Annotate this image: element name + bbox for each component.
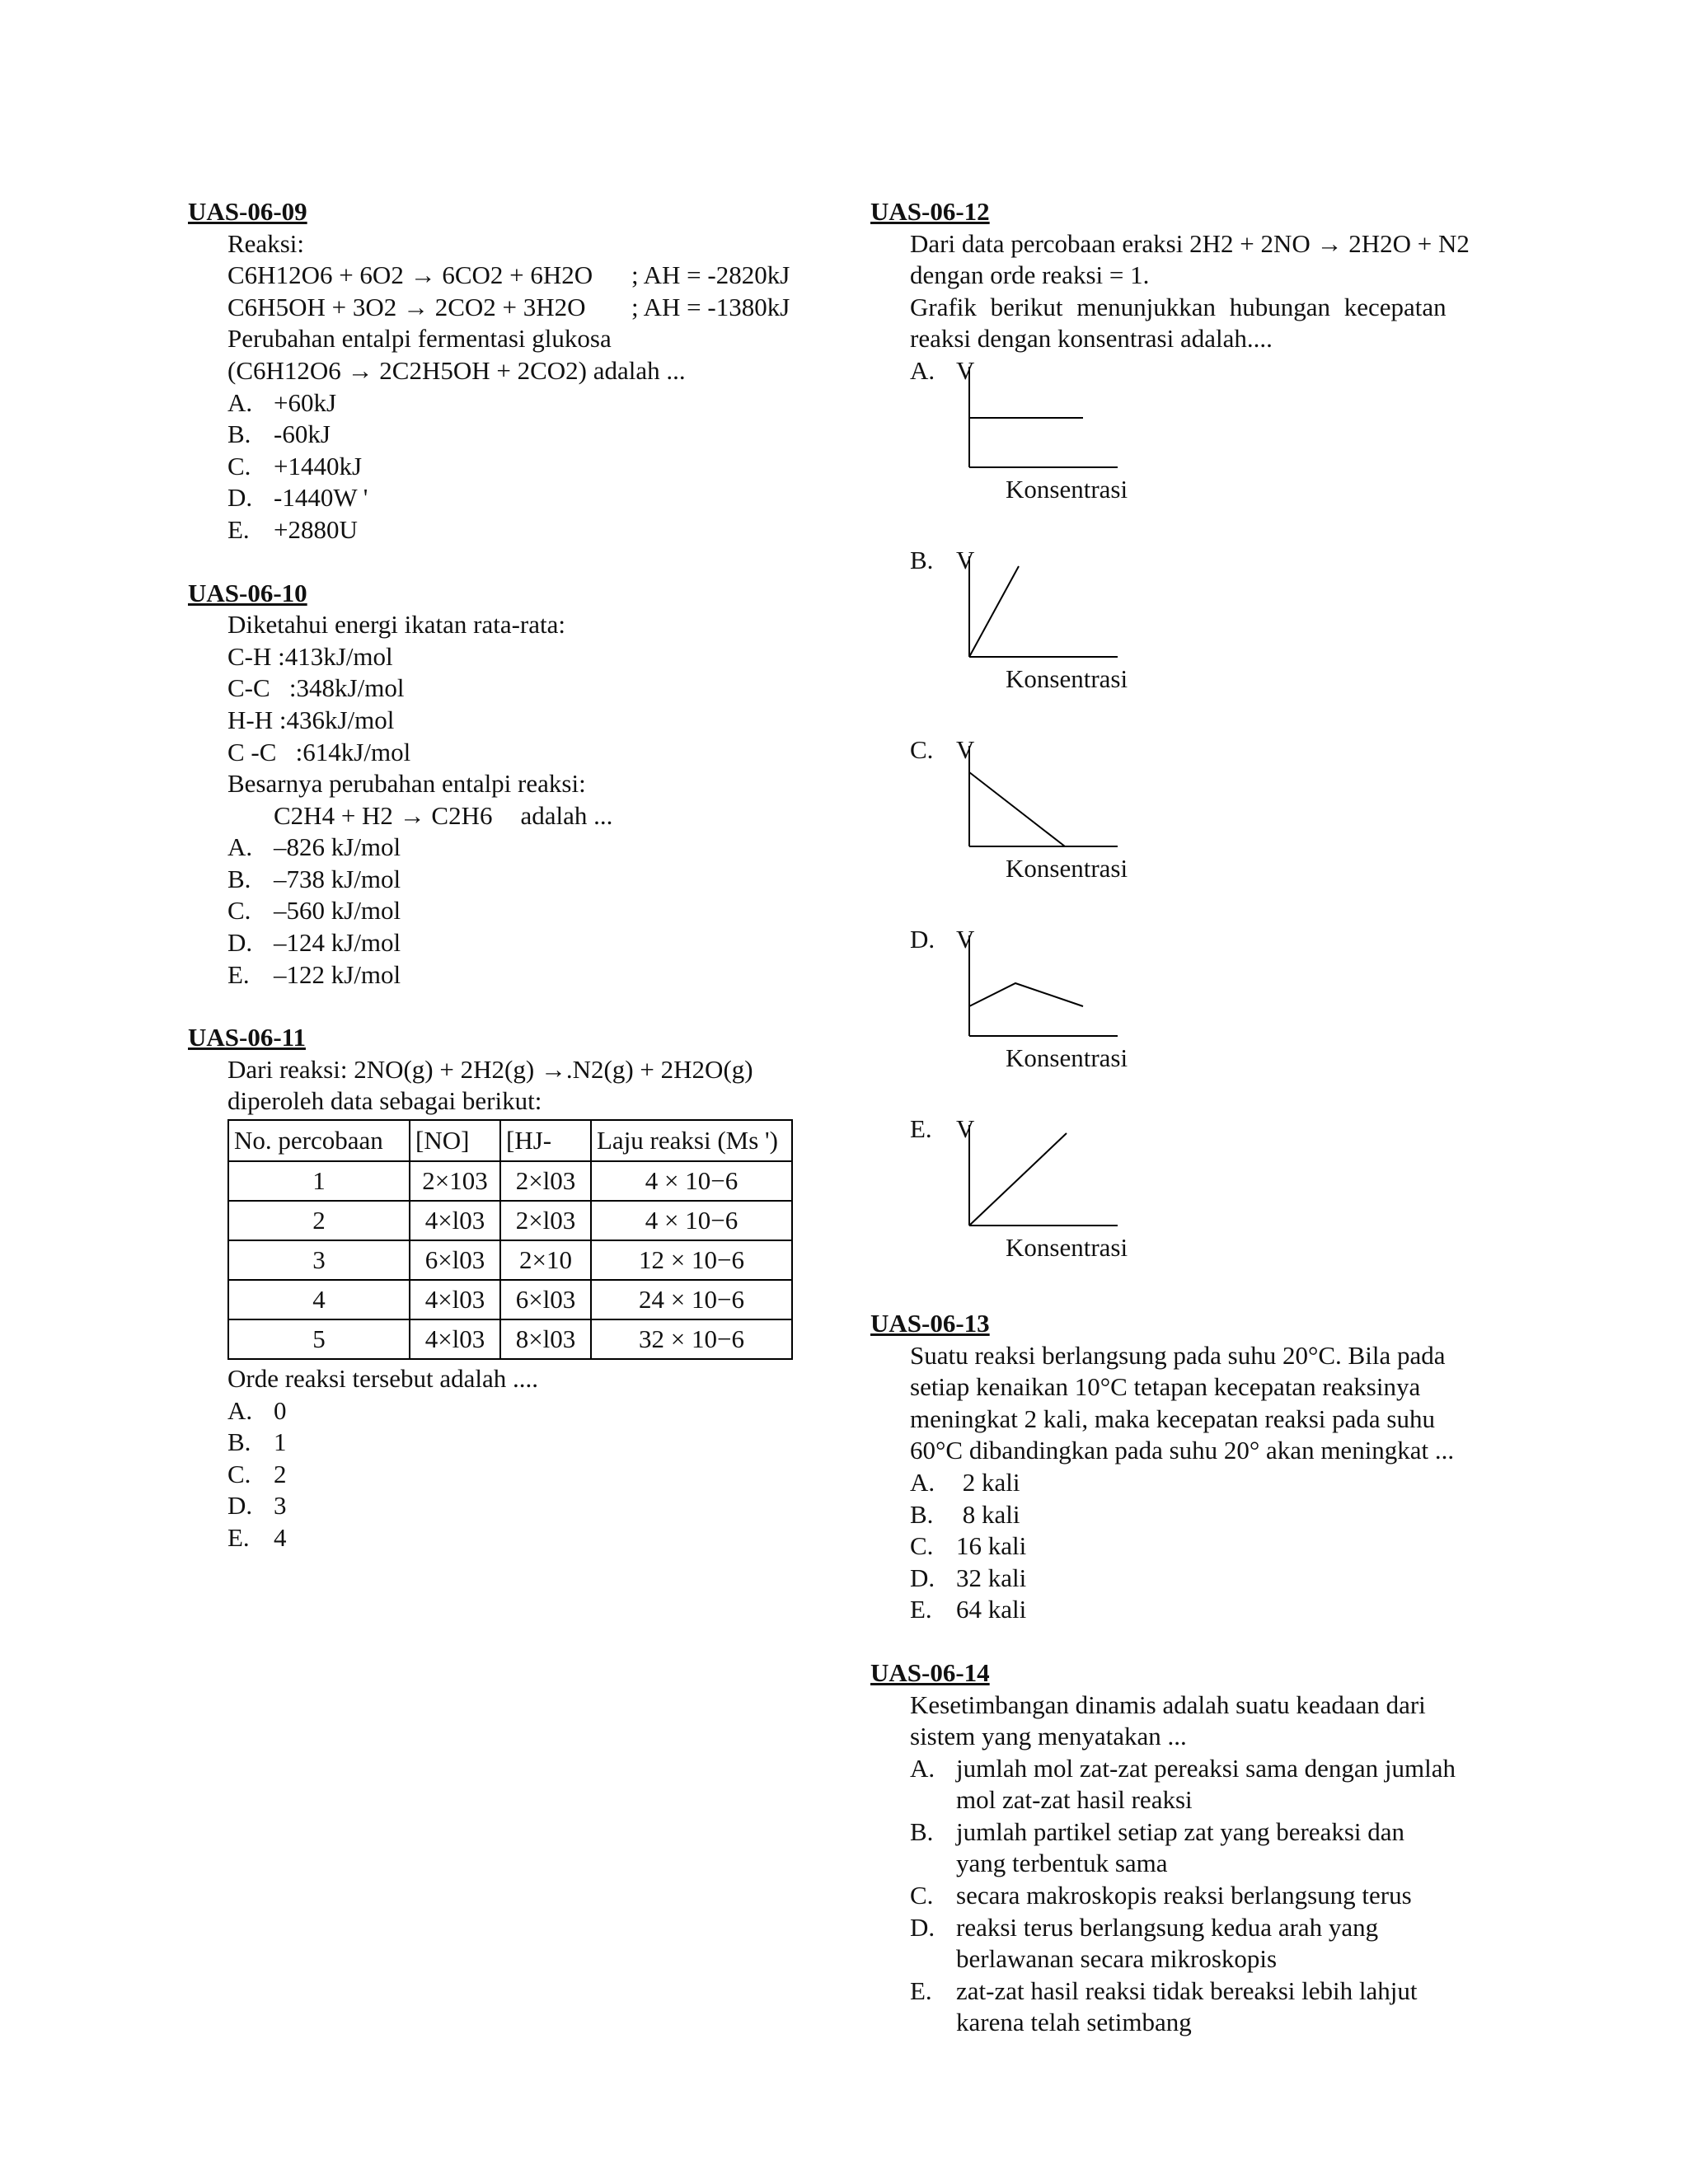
option-d[interactable] bbox=[227, 927, 847, 959]
option-letter: C. bbox=[910, 734, 934, 764]
bond-energy: H-H :436kJ/mol bbox=[227, 705, 395, 734]
spacer bbox=[870, 1626, 1497, 1657]
option-letter: E. bbox=[910, 1113, 932, 1143]
option-e[interactable] bbox=[227, 959, 847, 991]
graph-option-a[interactable] bbox=[910, 355, 1497, 512]
option-c[interactable] bbox=[227, 451, 847, 483]
question-text: Grafik berikut menunjukkan hubungan kecepatan bbox=[910, 292, 1447, 321]
left-column bbox=[188, 196, 847, 1554]
table-header: No. percobaan bbox=[228, 1120, 410, 1161]
question-heading: UAS-06-12 bbox=[870, 197, 990, 226]
table-row bbox=[228, 1201, 792, 1240]
axis-x-label: Konsentrasi bbox=[1006, 853, 1128, 883]
graph-option-c[interactable] bbox=[910, 734, 1497, 891]
rate-curve bbox=[969, 1133, 1067, 1226]
question-text: Kesetimbangan dinamis adalah suatu keadaan dari bbox=[910, 1690, 1426, 1719]
question-text: dengan orde reaksi = 1. bbox=[910, 260, 1150, 290]
question-uas-06-14 bbox=[870, 1657, 1497, 2039]
option-text: 3 bbox=[274, 1491, 287, 1521]
question-text: Perubahan entalpi fermentasi glukosa bbox=[227, 324, 612, 354]
question-uas-06-11 bbox=[188, 1022, 847, 1554]
question-text: meningkat 2 kali, maka kecepatan reaksi pada suhu bbox=[910, 1404, 1435, 1433]
question-text: (C6H12O6 → 2C2H5OH + 2CO2) adalah ... bbox=[227, 355, 686, 385]
question-body bbox=[227, 1054, 847, 1554]
axis-x-label: Konsentrasi bbox=[1006, 474, 1128, 504]
table-cell: 2×10 bbox=[500, 1240, 591, 1280]
table-cell: 4 × 10−6 bbox=[591, 1161, 792, 1201]
table-cell: 32 × 10−6 bbox=[591, 1319, 792, 1359]
option-d[interactable] bbox=[227, 482, 847, 514]
reaction-line bbox=[227, 800, 847, 832]
axis-x-label: Konsentrasi bbox=[1006, 1232, 1128, 1262]
question-body bbox=[227, 609, 847, 991]
intro-text: Reaksi: bbox=[227, 228, 304, 258]
option-letter: D. bbox=[910, 924, 935, 954]
option-text: 8 kali bbox=[956, 1499, 1020, 1529]
option-e[interactable] bbox=[910, 1594, 1497, 1626]
table-cell: 2×l03 bbox=[500, 1201, 591, 1240]
option-letter: D. bbox=[227, 483, 253, 513]
spacer bbox=[870, 1270, 1497, 1308]
table-cell: 4×l03 bbox=[410, 1201, 500, 1240]
question-text: setiap kenaikan 10°C tetapan kecepatan reaksinya bbox=[910, 1372, 1421, 1402]
option-text: jumlah partikel setiap zat yang bereaksi dan yang terbentuk sama bbox=[956, 1816, 1405, 1878]
intro-text: diperoleh data sebagai berikut: bbox=[227, 1086, 542, 1116]
option-text: 64 kali bbox=[956, 1595, 1027, 1624]
question-text: Dari data percobaan eraksi 2H2 + 2NO → 2H2O + N2 bbox=[910, 228, 1470, 258]
option-text: reaksi terus berlangsung kedua arah yang berlawanan secara mikroskopis bbox=[956, 1912, 1379, 1974]
option-letter: C. bbox=[910, 1881, 934, 1910]
option-text: –560 kJ/mol bbox=[274, 896, 401, 926]
intro-text: Diketahui energi ikatan rata-rata: bbox=[227, 610, 565, 640]
option-letter: E. bbox=[227, 959, 250, 989]
question-heading: UAS-06-09 bbox=[188, 197, 307, 226]
option-b[interactable] bbox=[910, 1499, 1497, 1531]
table-cell: 5 bbox=[228, 1319, 410, 1359]
bond-energy: C-C :348kJ/mol bbox=[227, 673, 405, 703]
table-cell: 3 bbox=[228, 1240, 410, 1280]
option-letter: E. bbox=[227, 1523, 250, 1552]
option-c[interactable] bbox=[910, 1880, 1497, 1912]
option-text: 16 kali bbox=[956, 1531, 1027, 1561]
option-text: 1 bbox=[274, 1427, 287, 1457]
option-text: 4 bbox=[274, 1523, 287, 1552]
graph-option-b[interactable] bbox=[910, 545, 1497, 701]
option-c[interactable] bbox=[227, 1459, 847, 1491]
option-text: 32 kali bbox=[956, 1563, 1027, 1592]
reaction-enthalpy: ; AH = -1380kJ bbox=[631, 292, 790, 321]
reaction-equation: C6H12O6 + 6O2 → 6CO2 + 6H2O bbox=[227, 260, 593, 290]
option-e[interactable] bbox=[910, 1975, 1470, 2039]
option-letter: D. bbox=[910, 1563, 935, 1592]
table-header: [NO] bbox=[410, 1120, 500, 1161]
option-b[interactable] bbox=[227, 864, 847, 896]
right-column bbox=[870, 196, 1497, 2039]
data-table bbox=[227, 1119, 793, 1360]
option-text: -1440W ' bbox=[274, 483, 368, 513]
option-text: –124 kJ/mol bbox=[274, 928, 401, 958]
table-cell: 12 × 10−6 bbox=[591, 1240, 792, 1280]
reaction-equation: C6H5OH + 3O2 → 2CO2 + 3H2O bbox=[227, 292, 586, 321]
table-cell: 1 bbox=[228, 1161, 410, 1201]
table-cell: 2×103 bbox=[410, 1161, 500, 1201]
option-letter: A. bbox=[910, 355, 935, 385]
rate-curve bbox=[969, 566, 1019, 657]
question-body bbox=[910, 1340, 1497, 1626]
graph-option-e[interactable] bbox=[910, 1113, 1497, 1270]
option-letter: E. bbox=[227, 514, 250, 544]
option-text: -60kJ bbox=[274, 419, 331, 449]
option-b[interactable] bbox=[910, 1816, 1437, 1880]
axis-y-label: V bbox=[956, 355, 975, 385]
option-d[interactable] bbox=[910, 1563, 1497, 1595]
table-header-row bbox=[228, 1120, 792, 1161]
option-letter: D. bbox=[227, 1491, 253, 1521]
table-cell: 24 × 10−6 bbox=[591, 1280, 792, 1319]
rate-curve bbox=[969, 983, 1083, 1006]
question-text: Suatu reaksi berlangsung pada suhu 20°C. Bila pada bbox=[910, 1340, 1446, 1370]
option-a[interactable] bbox=[227, 832, 847, 864]
option-text: zat-zat hasil reaksi tidak bereaksi lebih lahjut karena telah setimbang bbox=[956, 1975, 1418, 2037]
reaction-suffix: adalah ... bbox=[520, 800, 613, 830]
table-cell: 4 bbox=[228, 1280, 410, 1319]
question-text: Besarnya perubahan entalpi reaksi: bbox=[227, 769, 586, 799]
option-e[interactable] bbox=[227, 1522, 847, 1554]
question-heading: UAS-06-13 bbox=[870, 1308, 990, 1338]
reaction-1 bbox=[227, 260, 847, 292]
spacer bbox=[188, 991, 847, 1022]
option-letter: D. bbox=[227, 928, 253, 958]
table-cell: 2 bbox=[228, 1201, 410, 1240]
table-row bbox=[228, 1240, 792, 1280]
graph-option-d[interactable] bbox=[910, 924, 1497, 1080]
bond-energy: C -C :614kJ/mol bbox=[227, 737, 411, 766]
axis-y-label: V bbox=[956, 1113, 975, 1143]
option-letter: B. bbox=[910, 1816, 934, 1846]
option-text: –122 kJ/mol bbox=[274, 959, 401, 989]
option-letter: E. bbox=[910, 1595, 932, 1624]
option-a[interactable] bbox=[227, 387, 847, 419]
table-header: Laju reaksi (Ms ') bbox=[591, 1120, 792, 1161]
question-body bbox=[910, 1690, 1497, 2040]
option-a[interactable] bbox=[910, 1467, 1497, 1499]
option-text: 2 kali bbox=[956, 1467, 1020, 1497]
option-letter: B. bbox=[227, 1427, 251, 1457]
reaction-2 bbox=[227, 292, 847, 324]
table-cell: 6×l03 bbox=[500, 1280, 591, 1319]
question-text: sistem yang menyatakan ... bbox=[910, 1722, 1187, 1751]
option-letter: C. bbox=[227, 1459, 251, 1488]
option-text: 0 bbox=[274, 1395, 287, 1425]
intro-text: Dari reaksi: 2NO(g) + 2H2(g) →.N2(g) + 2H2O(g) bbox=[227, 1054, 753, 1084]
question-text: 60°C dibandingkan pada suhu 20° akan meningkat ... bbox=[910, 1436, 1455, 1465]
question-heading: UAS-06-14 bbox=[870, 1657, 990, 1687]
question-uas-06-13 bbox=[870, 1308, 1497, 1626]
spacer bbox=[188, 546, 847, 578]
option-letter: C. bbox=[910, 1531, 934, 1561]
table-cell: 6×l03 bbox=[410, 1240, 500, 1280]
reaction-enthalpy: ; AH = -2820kJ bbox=[631, 260, 790, 290]
table-cell: 4×l03 bbox=[410, 1319, 500, 1359]
option-text: –738 kJ/mol bbox=[274, 864, 401, 893]
table-row bbox=[228, 1319, 792, 1359]
axis-y-label: V bbox=[956, 545, 975, 574]
table-row bbox=[228, 1280, 792, 1319]
option-letter: A. bbox=[227, 1395, 253, 1425]
question-text: Orde reaksi tersebut adalah .... bbox=[227, 1364, 539, 1394]
table-cell: 4×l03 bbox=[410, 1280, 500, 1319]
reaction-equation: C2H4 + H2 → C2H6 bbox=[274, 800, 493, 830]
option-letter: A. bbox=[910, 1467, 935, 1497]
table-cell: 2×l03 bbox=[500, 1161, 591, 1201]
option-d[interactable] bbox=[910, 1912, 1437, 1975]
option-letter: D. bbox=[910, 1912, 935, 1942]
axis-y-label: V bbox=[956, 734, 975, 764]
option-a[interactable] bbox=[227, 1395, 847, 1427]
option-letter: B. bbox=[227, 864, 251, 893]
option-letter: A. bbox=[910, 1753, 935, 1783]
option-text: +1440kJ bbox=[274, 451, 363, 480]
option-text: 2 bbox=[274, 1459, 287, 1488]
option-letter: C. bbox=[227, 896, 251, 926]
table-cell: 8×l03 bbox=[500, 1319, 591, 1359]
option-text: +2880U bbox=[274, 514, 358, 544]
question-heading: UAS-06-10 bbox=[188, 578, 307, 607]
option-text: secara makroskopis reaksi berlangsung terus bbox=[956, 1881, 1412, 1910]
option-text: jumlah mol zat-zat pereaksi sama dengan jumlah mol zat-zat hasil reaksi bbox=[956, 1753, 1456, 1815]
axis-x-label: Konsentrasi bbox=[1006, 663, 1128, 693]
option-letter: B. bbox=[910, 1499, 934, 1529]
question-uas-06-10 bbox=[188, 578, 847, 991]
question-body bbox=[227, 228, 847, 546]
option-b[interactable] bbox=[227, 419, 847, 451]
axis-x-label: Konsentrasi bbox=[1006, 1043, 1128, 1072]
rate-curve bbox=[969, 772, 1065, 846]
option-letter: A. bbox=[227, 832, 253, 862]
option-letter: A. bbox=[227, 387, 253, 417]
option-c[interactable] bbox=[910, 1530, 1497, 1563]
option-letter: E. bbox=[910, 1975, 932, 2005]
question-heading: UAS-06-11 bbox=[188, 1023, 306, 1052]
axis-y-label: V bbox=[956, 924, 975, 954]
question-text: reaksi dengan konsentrasi adalah.... bbox=[910, 324, 1273, 354]
option-c[interactable] bbox=[227, 895, 847, 927]
option-a[interactable] bbox=[910, 1753, 1487, 1816]
option-d[interactable] bbox=[227, 1490, 847, 1522]
table-row bbox=[228, 1161, 792, 1201]
option-text: +60kJ bbox=[274, 387, 337, 417]
option-text: –826 kJ/mol bbox=[274, 832, 401, 862]
question-body bbox=[910, 228, 1497, 1270]
option-letter: C. bbox=[227, 451, 251, 480]
question-uas-06-12 bbox=[870, 196, 1497, 1270]
option-letter: B. bbox=[910, 545, 934, 574]
bond-energy: C-H :413kJ/mol bbox=[227, 641, 393, 671]
question-uas-06-09 bbox=[188, 196, 847, 546]
table-header: [HJ- bbox=[500, 1120, 591, 1161]
option-b[interactable] bbox=[227, 1427, 847, 1459]
option-letter: B. bbox=[227, 419, 251, 449]
option-e[interactable] bbox=[227, 514, 847, 546]
table-cell: 4 × 10−6 bbox=[591, 1201, 792, 1240]
